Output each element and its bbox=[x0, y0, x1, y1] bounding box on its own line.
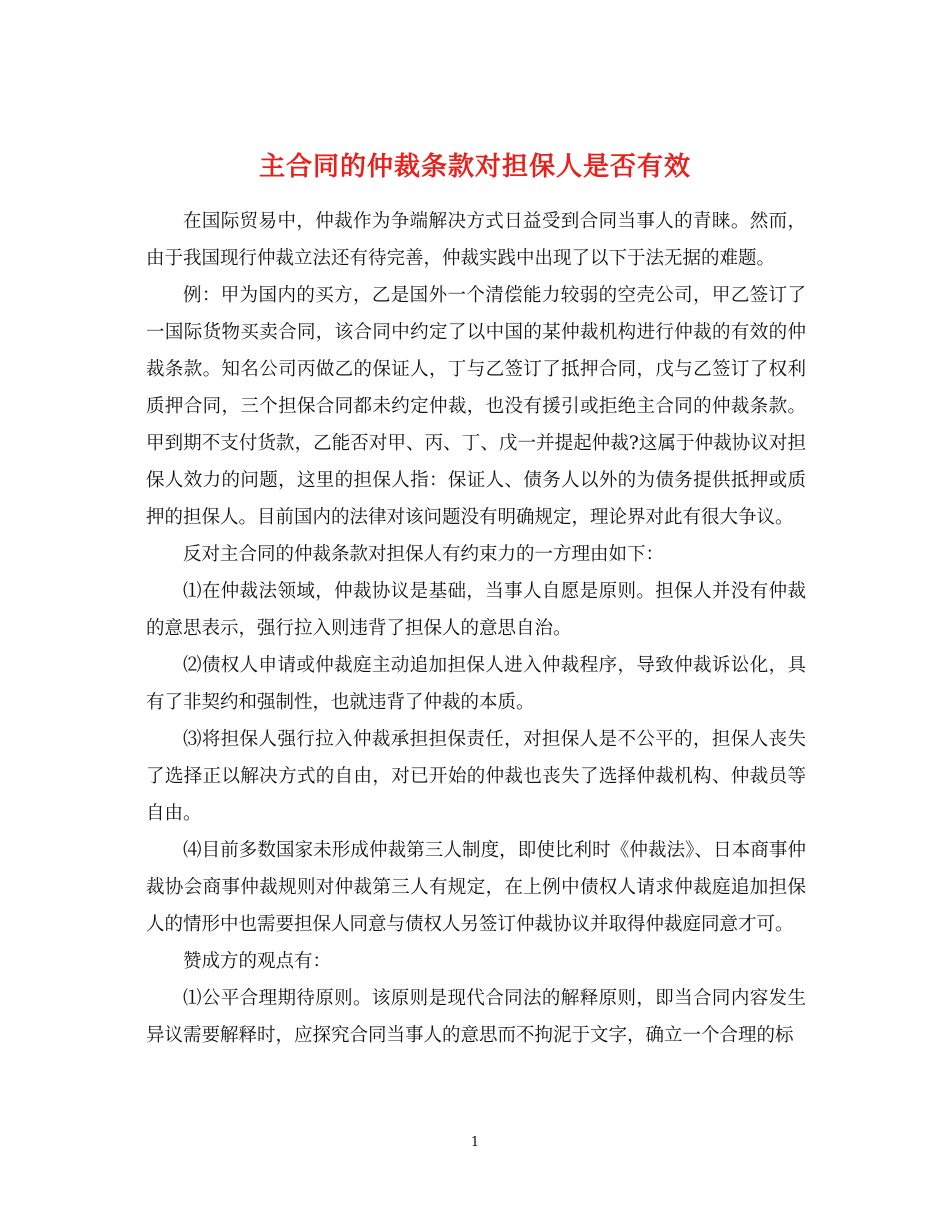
paragraph-opposition-point-1: ⑴在仲裁法领域，仲裁协议是基础，当事人自愿是原则。担保人并没有仲裁的意思表示，强行拉入则违背了担保人的意思自治。 bbox=[146, 581, 806, 639]
document-title: 主合同的仲裁条款对担保人是否有效 bbox=[258, 152, 691, 183]
paragraph-support-point-1: ⑴公平合理期待原则。该原则是现代合同法的解释原则，即当合同内容发生异议需要解释时，应探究合同当事人的意思而不拘泥于文字，确立一个合理的标 bbox=[146, 988, 806, 1046]
paragraph-example: 例：甲为国内的买方，乙是国外一个清偿能力较弱的空壳公司，甲乙签订了一国际货物买卖合同，该合同中约定了以中国的某仲裁机构进行仲裁的有效的仲裁条款。知名公司丙做乙的保证人，丁与乙签订了抵押合同，戊与乙签订了权利质押合同，三个担保合同都未约定仲裁，也没有援引或拒绝主合同的仲裁条款。甲到期不支付货款，乙能否对甲、丙、丁、戊一并提起仲裁?这属于仲裁协议对担保人效力的问题，这里的担保人指：保证人、债务人以外的为债务提供抵押或质押的担保人。目前国内的法律对该问题没有明确规定，理论界对此有很大争议。 bbox=[146, 285, 806, 528]
paragraph-support-heading: 赞成方的观点有： bbox=[183, 951, 332, 972]
paragraph-opposition-point-3: ⑶将担保人强行拉入仲裁承担担保责任，对担保人是不公平的，担保人丧失了选择正以解决方式的自由，对已开始的仲裁也丧失了选择仲裁机构、仲裁员等自由。 bbox=[146, 729, 806, 824]
paragraph-opposition-point-2: ⑵债权人申请或仲裁庭主动追加担保人进入仲裁程序，导致仲裁诉讼化，具有了非契约和强制性，也就违背了仲裁的本质。 bbox=[146, 655, 806, 713]
paragraph-intro: 在国际贸易中，仲裁作为争端解决方式日益受到合同当事人的青睐。然而，由于我国现行仲裁立法还有待完善，仲裁实践中出现了以下于法无据的难题。 bbox=[146, 211, 806, 269]
paragraph-opposition-heading: 反对主合同的仲裁条款对担保人有约束力的一方理由如下： bbox=[183, 544, 665, 565]
paragraph-opposition-point-4: ⑷目前多数国家未形成仲裁第三人制度，即使比利时《仲裁法》、日本商事仲裁协会商事仲裁规则对仲裁第三人有规定，在上例中债权人请求仲裁庭追加担保人的情形中也需要担保人同意与债权人另签订仲裁协议并取得仲裁庭同意才可。 bbox=[146, 840, 806, 935]
document-body bbox=[146, 203, 806, 1054]
page-number: 1 bbox=[470, 1135, 480, 1150]
